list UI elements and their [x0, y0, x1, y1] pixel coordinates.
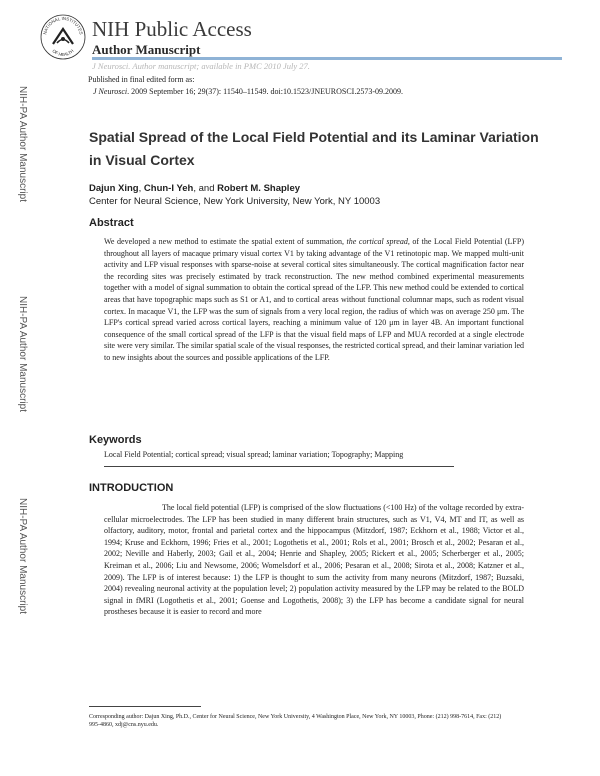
footnote-divider — [89, 706, 201, 707]
article-title: Spatial Spread of the Local Field Potential and its Laminar Variation in Visual Cortex — [89, 129, 539, 168]
abstract-heading: Abstract — [89, 217, 134, 229]
introduction-body: The local field potential (LFP) is comprised of the slow fluctuations (<100 Hz) of the voltage recorded by extra-cellular microelectrodes. The LFP has been studied in many different brain structures, such as V1, V4, MT and IT, as well as olfactory, auditory, motor, frontal and parietal cortex and the hippocampus (Mitzdorf, 1987; Eckhorn et al., 1988; Victor et al., 1994; Kruse and Eckhorn, 1996; Fries et al., 2001; Logothetis et al., 2001; Rols et al., 2001; Brosch et al., 2002; Pesaran et al., 2002; Neville and Haberly, 2003; Gail et al., 2004; Henrie and Shapley, 2005; Rickert et al., 2005; Scherberger et al., 2005; Kreiman et al., 2006; Liu and Newsome, 2006; Womelsdorf et al., 2006; Pesaran et al., 2008; Sirota et al., 2008; Katzner et al., 2009). The LFP is of interest because: 1) the LFP is thought to sum the activity from many neurons (Mitzdorf, 1987; Buzsaki, 2004) revealing neuronal activity at the population level; 2) population activity measured by the LFP may be related to the BOLD signal in fMRI (Logothetis et al., 2001; Goense and Logothetis, 2008); 3) the LFP has become a candidate signal for neural prostheses because it is easier to record and more — [104, 503, 524, 617]
keywords-heading: Keywords — [89, 434, 142, 446]
author-1: Dajun Xing — [89, 183, 139, 194]
svg-text:NATIONAL INSTITUTES: NATIONAL INSTITUTES — [42, 15, 84, 35]
author-2: Chun-I Yeh — [143, 183, 194, 194]
published-note: Published in final edited form as: — [88, 75, 195, 84]
nih-hhs-seal-icon — [40, 14, 86, 60]
abstract-body: We developed a new method to estimate the spatial extent of summation, the cortical spread, of the Local Field Potential (LFP) throughout all layers of macaque primary visual cortex V1 by taking advantage of the V1 retinotopic map. We mapped multi-unit activity and LFP visual responses with sparse-noise at several cortical sites simultaneously. The cortical magnification factor near the recording sites was precisely estimated by track reconstruction. The new method combined experimental measurements together with a model of signal summation to obtain the cortical spread of the LFP. This new method could be extended to cortical areas that have topographic maps such as S1 or A1, and to cortical areas without functional columnar maps, such as rodent visual cortex. In macaque V1, the LFP was the sum of signals from a very local region, the radius of which was on average 250 μm. The LFP's cortical spread varied across cortical layers, reaching a minimum value of 120 μm in layer 4B. An important functional consequence of the small cortical spread of the LFP is that the visual field maps of LFP and MUA recorded at a single electrode site were very similar. The similar spatial scale of the visual responses, the restricted cortical spread, and their laminar variation led to new insights about the sources and possible applications of the LFP. — [104, 237, 524, 362]
svg-text:OF HEALTH: OF HEALTH — [51, 48, 75, 58]
side-label-bottom: NIH-PA Author Manuscript — [17, 498, 28, 614]
side-label-middle: NIH-PA Author Manuscript — [17, 296, 28, 412]
header-subtitle: Author Manuscript — [92, 42, 201, 57]
keywords-list: Local Field Potential; cortical spread; visual spread; laminar variation; Topography; Mapping — [104, 450, 404, 459]
citation-details: . 2009 September 16; 29(37): 11540–11549. doi:10.1523/JNEUROSCI.2573-09.2009. — [127, 87, 403, 96]
keywords-divider — [104, 466, 454, 467]
introduction-heading: INTRODUCTION — [89, 482, 174, 494]
header-rule — [92, 57, 562, 60]
affiliation: Center for Neural Science, New York University, New York, NY 10003 — [89, 196, 381, 207]
side-label-top: NIH-PA Author Manuscript — [17, 86, 28, 202]
author-3: Robert M. Shapley — [217, 183, 301, 194]
citation — [93, 87, 403, 96]
corresponding-author-footnote: Corresponding author: Dajun Xing, Ph.D., Center for Neural Science, New York University, 4 Washington Place, New York, NY 10003, Phone: (212) 998-7614, Fax: (212) 995-4860, xdj@cns.nyu.edu. — [89, 714, 502, 728]
availability-note: J Neurosci. Author manuscript; available in PMC 2010 July 27. — [92, 61, 310, 71]
author-list: Dajun Xing, Chun-I Yeh, and Robert M. Shapley — [89, 183, 301, 194]
header-title: NIH Public Access — [92, 17, 252, 41]
journal-name: J Neurosci — [93, 87, 128, 96]
